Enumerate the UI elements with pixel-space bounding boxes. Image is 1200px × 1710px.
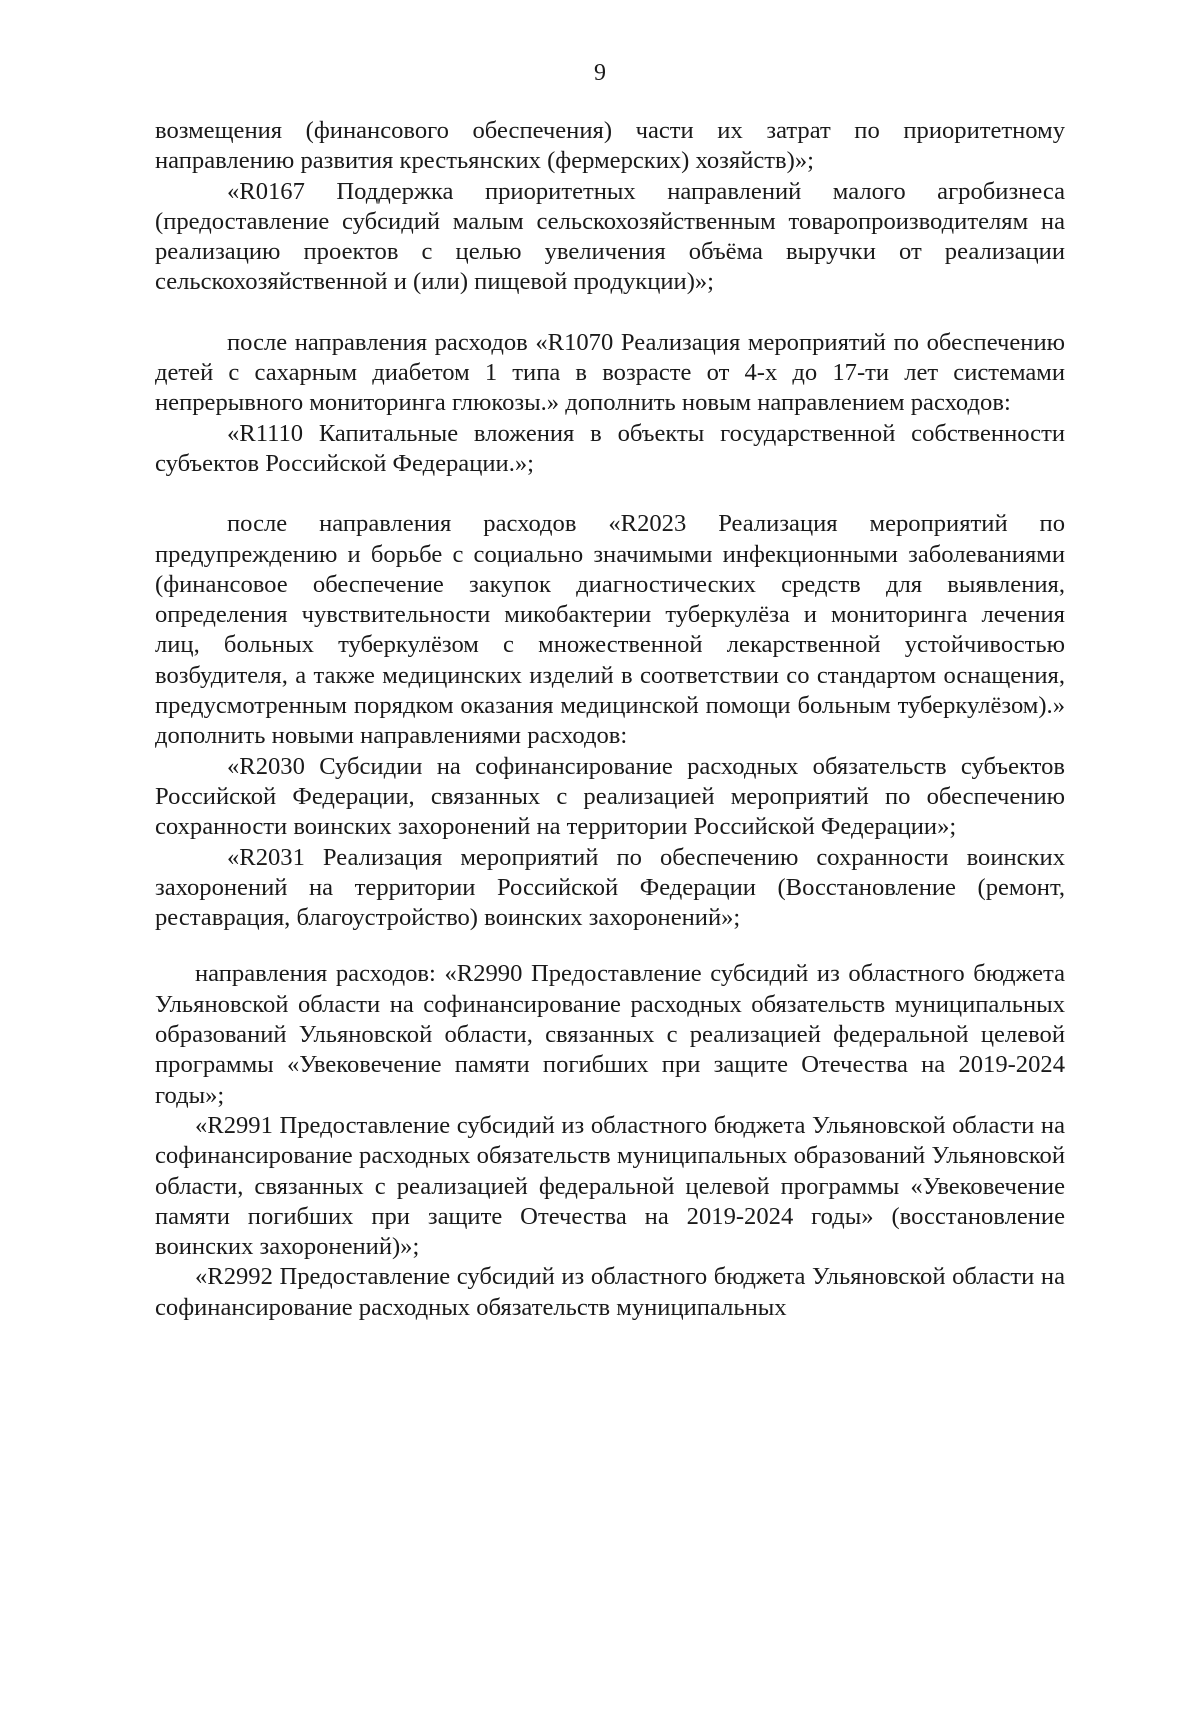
paragraph-r1110: «R1110 Капитальные вложения в объекты государственной собственности субъектов Российской Федерации.»; — [155, 419, 1065, 477]
document-body — [155, 116, 1065, 1323]
paragraph-after-r2023: после направления расходов «R2023 Реализация мероприятий по предупреждению и борьбе с социально значимыми инфекционными заболеваниями (финансовое обеспечение закупок диагностических средств для выявления, определения чувствительности микобактерии туберкулёза и мониторинга лечения лиц, больных туберкулёзом с множественной лекарственной устойчивостью возбудителя, а также медицинских изделий в соответствии со стандартом оснащения, предусмотренным порядком оказания медицинской помощи больным туберкулёзом).» дополнить новыми направлениями расходов: — [155, 510, 1065, 750]
paragraph-r2030: «R2030 Субсидии на софинансирование расходных обязательств субъектов Российской Федерации, связанных с реализацией мероприятий по обеспечению сохранности воинских захоронений на территории Российской Федерации»; — [155, 752, 1065, 841]
paragraph-r2991: «R2991 Предоставление субсидий из областного бюджета Ульяновской области на софинансирование расходных обязательств муниципальных образований Ульяновской области, связанных с реализацией федеральной целевой программы «Увековечение памяти погибших при защите Отечества на 2019-2024 годы» (восстановление воинских захоронений)»; — [155, 1111, 1065, 1261]
paragraph-r2031: «R2031 Реализация мероприятий по обеспечению сохранности воинских захоронений на территории Российской Федерации (Восстановление (ремонт, реставрация, благоустройство) воинских захоронений»; — [155, 843, 1065, 932]
paragraph-r0167: «R0167 Поддержка приоритетных направлений малого агробизнеса (предоставление субсидий малым сельскохозяйственным товаропроизводителям на реализацию проектов с целью увеличения объёма выручки от реализации сельскохозяйственной и (или) пищевой продукции)»; — [155, 177, 1065, 296]
page-number: 9 — [594, 60, 606, 86]
paragraph-r2990: направления расходов: «R2990 Предоставление субсидий из областного бюджета Ульяновской области на софинансирование расходных обязательств муниципальных образований Ульяновской области, связанных с реализацией федеральной целевой программы «Увековечение памяти погибших при защите Отечества на 2019-2024 годы»; — [155, 960, 1065, 1109]
paragraph-after-r1070: после направления расходов «R1070 Реализация мероприятий по обеспечению детей с сахарным диабетом 1 типа в возрасте от 4-х до 17-ти лет системами непрерывного мониторинга глюкозы.» дополнить новым направлением расходов: — [155, 328, 1065, 417]
paragraph-continuation: возмещения (финансового обеспечения) части их затрат по приоритетному направлению развития крестьянских (фермерских) хозяйств)»; — [155, 117, 1065, 175]
paragraph-r2992: «R2992 Предоставление субсидий из областного бюджета Ульяновской области на софинансирование расходных обязательств муниципальных — [155, 1263, 1065, 1321]
